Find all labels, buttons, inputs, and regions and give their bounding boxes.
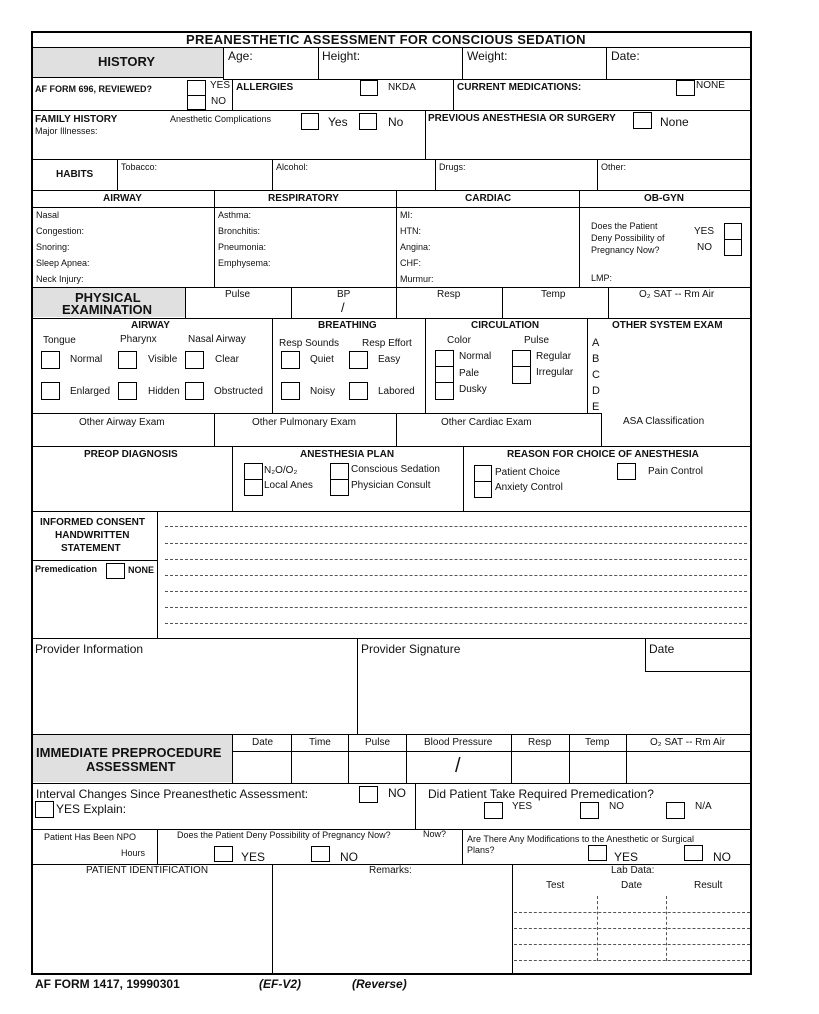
consent-line[interactable]	[165, 591, 747, 592]
imm-temp-label: Temp	[585, 737, 610, 748]
weight-field[interactable]: Weight:	[467, 49, 508, 63]
allergies-label: ALLERGIES	[236, 82, 294, 93]
anxiety-control-checkbox[interactable]	[474, 481, 492, 498]
lab-date-header: Date	[621, 880, 643, 891]
preg-question-line2: Deny Possibility of	[591, 233, 665, 243]
local-anes-checkbox[interactable]	[244, 479, 263, 496]
history-label: HISTORY	[98, 54, 156, 69]
consent-line[interactable]	[165, 623, 747, 624]
af696-yes-label: YES	[210, 80, 231, 91]
quiet-label: Quiet	[310, 354, 334, 365]
nasal-obstructed-checkbox[interactable]	[185, 382, 204, 400]
preg-question-line1: Does the Patient	[591, 221, 658, 231]
mod-no-label: NO	[713, 850, 731, 864]
pharynx-label: Pharynx	[120, 334, 157, 345]
consent-line[interactable]	[165, 526, 747, 527]
other-pulmonary-exam[interactable]: Other Pulmonary Exam	[252, 417, 356, 428]
pulse-irregular-checkbox[interactable]	[512, 366, 531, 384]
lab-result-header: Result	[694, 880, 723, 891]
anesthetic-complications-label: Anesthetic Complications	[170, 114, 272, 124]
airway-item-neck-injury: Neck Injury:	[36, 274, 84, 284]
nasal-clear-checkbox[interactable]	[185, 351, 204, 369]
provider-signature-label[interactable]: Provider Signature	[361, 642, 461, 656]
resp-effort-label: Resp Effort	[362, 338, 412, 349]
immediate-label-2: ASSESSMENT	[86, 759, 176, 774]
pe-temp-label: Temp	[541, 289, 566, 300]
immediate-label-1: IMMEDIATE PREPROCEDURE	[36, 745, 222, 760]
premed-none-label: NONE	[128, 565, 155, 575]
pharynx-hidden-checkbox[interactable]	[118, 382, 137, 400]
nasal-obstructed-label: Obstructed	[214, 386, 263, 397]
lab-row-line[interactable]	[514, 944, 750, 945]
fam-yes-label: Yes	[328, 115, 348, 129]
tobacco-field[interactable]: Tobacco:	[121, 162, 158, 172]
fam-yes-checkbox[interactable]	[301, 113, 319, 130]
color-dusky-label: Dusky	[459, 384, 487, 395]
color-normal-label: Normal	[459, 351, 492, 362]
nasal-clear-label: Clear	[215, 354, 239, 365]
anesthesia-plan-header: ANESTHESIA PLAN	[300, 449, 395, 460]
premedication-label: Premedication	[35, 564, 98, 574]
resp-item-emphysema: Emphysema:	[218, 258, 271, 268]
imm-time-label: Time	[309, 737, 331, 748]
physical-label-2: EXAMINATION	[62, 302, 153, 317]
preg-question-line3: Pregnancy Now?	[591, 245, 660, 255]
alcohol-field[interactable]: Alcohol:	[276, 162, 309, 172]
meds-none-checkbox[interactable]	[676, 80, 695, 96]
imm-resp-label: Resp	[528, 737, 552, 748]
obgyn-no-label: NO	[697, 242, 712, 253]
cardiac-item-htn: HTN:	[400, 226, 421, 236]
n2o-label: N₂O/O₂	[264, 465, 298, 476]
patient-id-label: PATIENT IDENTIFICATION	[86, 865, 209, 876]
imm-bp-slash: /	[455, 755, 461, 777]
airway-header: AIRWAY	[103, 193, 142, 204]
tongue-normal-label: Normal	[70, 354, 103, 365]
imm-date-label: Date	[252, 737, 274, 748]
pe-pulse-label: Pulse	[225, 289, 251, 300]
age-field[interactable]: Age:	[228, 49, 253, 63]
tongue-enlarged-checkbox[interactable]	[41, 382, 60, 400]
imm-o2-label: O₂ SAT -- Rm Air	[650, 737, 726, 748]
prev-none-label: None	[660, 115, 689, 129]
pe-o2-label: O₂ SAT -- Rm Air	[639, 289, 715, 300]
cardiac-item-chf: CHF:	[400, 258, 421, 268]
lab-row-line[interactable]	[514, 928, 750, 929]
circulation-header: CIRCULATION	[471, 320, 540, 331]
prev-none-checkbox[interactable]	[633, 112, 652, 129]
system-letter-e: E	[592, 401, 600, 413]
premed-taken-question: Did Patient Take Required Premedication?	[428, 787, 654, 801]
cardiac-header: CARDIAC	[465, 193, 512, 204]
npo-hours-label[interactable]: Hours	[121, 848, 146, 858]
meds-none-label: NONE	[696, 80, 725, 91]
lab-data-label: Lab Data:	[611, 865, 655, 876]
lab-test-header: Test	[546, 880, 565, 891]
premed-no-checkbox[interactable]	[580, 802, 599, 819]
mod-yes-checkbox[interactable]	[588, 845, 607, 861]
airway-item-congestion: Congestion:	[36, 226, 85, 236]
nkda-checkbox[interactable]	[360, 80, 378, 96]
consent-line[interactable]	[165, 575, 747, 576]
noisy-checkbox[interactable]	[281, 382, 300, 400]
interval-yes-checkbox[interactable]	[35, 801, 54, 818]
system-letter-a: A	[592, 337, 600, 349]
breathing-header: BREATHING	[318, 320, 377, 331]
modifications-question-2: Plans?	[467, 845, 495, 855]
noisy-label: Noisy	[310, 386, 336, 397]
modifications-question-1: Are There Any Modifications to the Anesthetic or Surgical	[467, 834, 694, 844]
consent-line[interactable]	[165, 607, 747, 608]
patient-choice-checkbox[interactable]	[474, 465, 492, 482]
consent-label-3: STATEMENT	[61, 543, 121, 554]
color-dusky-checkbox[interactable]	[435, 382, 454, 400]
pain-control-label: Pain Control	[648, 466, 704, 477]
consent-label-1: INFORMED CONSENT	[40, 517, 145, 528]
resp-item-asthma: Asthma:	[218, 210, 252, 220]
current-meds-label: CURRENT MEDICATIONS:	[457, 82, 582, 93]
premed-na-label: N/A	[695, 801, 712, 812]
lmp-label: LMP:	[591, 273, 613, 283]
system-letter-d: D	[592, 385, 600, 397]
conscious-sedation-label: Conscious Sedation	[351, 464, 440, 475]
system-letter-b: B	[592, 353, 600, 365]
af696-no-label: NO	[211, 96, 226, 107]
remarks-label[interactable]: Remarks:	[369, 865, 412, 876]
color-pale-label: Pale	[459, 368, 480, 379]
date-field[interactable]: Date:	[611, 49, 640, 63]
af696-yes-checkbox[interactable]	[187, 80, 206, 96]
premed-na-checkbox[interactable]	[666, 802, 685, 819]
provider-info-label[interactable]: Provider Information	[35, 642, 144, 656]
pe-bp-label: BP	[337, 289, 351, 300]
premed-yes-label: YES	[512, 801, 533, 812]
cardiac-item-angina: Angina:	[400, 242, 431, 252]
pulse-irregular-label: Irregular	[536, 367, 574, 378]
premed-yes-checkbox[interactable]	[484, 802, 503, 819]
easy-label: Easy	[378, 354, 401, 365]
easy-checkbox[interactable]	[349, 351, 368, 369]
resp-item-bronchitis: Bronchitis:	[218, 226, 261, 236]
provider-date-label[interactable]: Date	[649, 642, 675, 656]
pharynx-hidden-label: Hidden	[148, 386, 180, 397]
other-habits-field[interactable]: Other:	[601, 162, 627, 172]
color-label: Color	[447, 335, 471, 346]
system-letter-c: C	[592, 369, 600, 381]
airway-item-sleep-apnea: Sleep Apnea:	[36, 258, 90, 268]
tongue-label: Tongue	[43, 335, 76, 346]
lab-row-line[interactable]	[514, 912, 750, 913]
patient-choice-label: Patient Choice	[495, 467, 561, 478]
obgyn-yes-checkbox[interactable]	[724, 223, 742, 240]
height-field[interactable]: Height:	[322, 49, 361, 63]
previous-anesthesia-label: PREVIOUS ANESTHESIA OR SURGERY	[428, 113, 616, 124]
physical-label-1: PHYSICAL	[75, 290, 141, 305]
imm-preg-question: Does the Patient Deny Possibility of Pregnancy Now?	[177, 830, 391, 840]
consent-line[interactable]	[165, 543, 747, 544]
resp-item-pneumonia: Pneumonia:	[218, 242, 267, 252]
reason-header: REASON FOR CHOICE OF ANESTHESIA	[507, 449, 699, 460]
n2o-checkbox[interactable]	[244, 463, 263, 480]
form-ef-version: (EF-V2)	[259, 977, 301, 991]
imm-preg-no-checkbox[interactable]	[311, 846, 330, 862]
obgyn-yes-label: YES	[694, 226, 715, 237]
af696-label: AF FORM 696, REVIEWED?	[35, 84, 153, 94]
cardiac-item-murmur: Murmur:	[400, 274, 434, 284]
family-history-label: FAMILY HISTORY	[35, 114, 118, 125]
quiet-checkbox[interactable]	[281, 351, 300, 369]
other-cardiac-exam[interactable]: Other Cardiac Exam	[441, 417, 532, 428]
npo-label: Patient Has Been NPO	[44, 832, 137, 842]
conscious-sedation-checkbox[interactable]	[330, 463, 349, 480]
pain-control-checkbox[interactable]	[617, 463, 636, 480]
form-number: AF FORM 1417, 19990301	[35, 977, 180, 991]
imm-bp-label: Blood Pressure	[424, 737, 493, 748]
preop-dx-label: PREOP DIAGNOSIS	[84, 449, 178, 460]
obgyn-no-checkbox[interactable]	[724, 239, 742, 256]
drugs-field[interactable]: Drugs:	[439, 162, 466, 172]
respiratory-header: RESPIRATORY	[268, 193, 339, 204]
form-title: PREANESTHETIC ASSESSMENT FOR CONSCIOUS SEDATION	[186, 32, 586, 47]
cardiac-item-mi: MI:	[400, 210, 413, 220]
physician-consult-label: Physician Consult	[351, 480, 431, 491]
af696-no-checkbox[interactable]	[187, 95, 206, 110]
physician-consult-checkbox[interactable]	[330, 479, 349, 496]
imm-preg-question-suffix: Now?	[423, 829, 447, 839]
labored-label: Labored	[378, 386, 415, 397]
mod-yes-label: YES	[614, 850, 639, 864]
obgyn-header: OB-GYN	[644, 193, 684, 204]
interval-no-checkbox[interactable]	[359, 786, 378, 803]
premed-no-label: NO	[609, 801, 624, 812]
consent-line[interactable]	[165, 559, 747, 560]
mod-no-checkbox[interactable]	[684, 845, 703, 861]
interval-changes-label: Interval Changes Since Preanesthetic Assessment:	[36, 787, 309, 801]
pharynx-visible-checkbox[interactable]	[118, 351, 137, 369]
imm-pulse-label: Pulse	[365, 737, 391, 748]
airway-item-nasal: Nasal	[36, 210, 60, 220]
anxiety-control-label: Anxiety Control	[495, 482, 563, 493]
pe-resp-label: Resp	[437, 289, 461, 300]
asa-classification[interactable]: ASA Classification	[623, 416, 705, 427]
pulse-regular-label: Regular	[536, 351, 572, 362]
pe-bp-slash: /	[341, 300, 345, 315]
fam-no-label: No	[388, 115, 404, 129]
pe-airway-header: AIRWAY	[131, 320, 170, 331]
local-anes-label: Local Anes	[264, 480, 313, 491]
labored-checkbox[interactable]	[349, 382, 368, 400]
circ-pulse-label: Pulse	[524, 335, 550, 346]
resp-sounds-label: Resp Sounds	[279, 338, 340, 349]
tongue-enlarged-label: Enlarged	[70, 386, 111, 397]
form-reverse-label: (Reverse)	[352, 977, 407, 991]
habits-label: HABITS	[56, 169, 94, 180]
consent-label-2: HANDWRITTEN	[55, 530, 130, 541]
major-illnesses-label: Major Illnesses:	[35, 126, 98, 136]
imm-preg-yes-label: YES	[241, 850, 266, 864]
interval-no-label: NO	[388, 786, 406, 800]
pharynx-visible-label: Visible	[148, 354, 178, 365]
premed-none-checkbox[interactable]	[106, 563, 125, 579]
fam-no-checkbox[interactable]	[359, 113, 377, 130]
other-airway-exam[interactable]: Other Airway Exam	[79, 417, 165, 428]
nkda-label: NKDA	[388, 82, 416, 93]
airway-item-snoring: Snoring:	[36, 242, 70, 252]
interval-yes-explain-label[interactable]: YES Explain:	[56, 802, 127, 816]
other-system-header: OTHER SYSTEM EXAM	[612, 320, 723, 331]
imm-preg-no-label: NO	[340, 850, 358, 864]
lab-row-line[interactable]	[514, 960, 750, 961]
imm-preg-yes-checkbox[interactable]	[214, 846, 233, 862]
tongue-normal-checkbox[interactable]	[41, 351, 60, 369]
nasal-airway-label: Nasal Airway	[188, 334, 246, 345]
